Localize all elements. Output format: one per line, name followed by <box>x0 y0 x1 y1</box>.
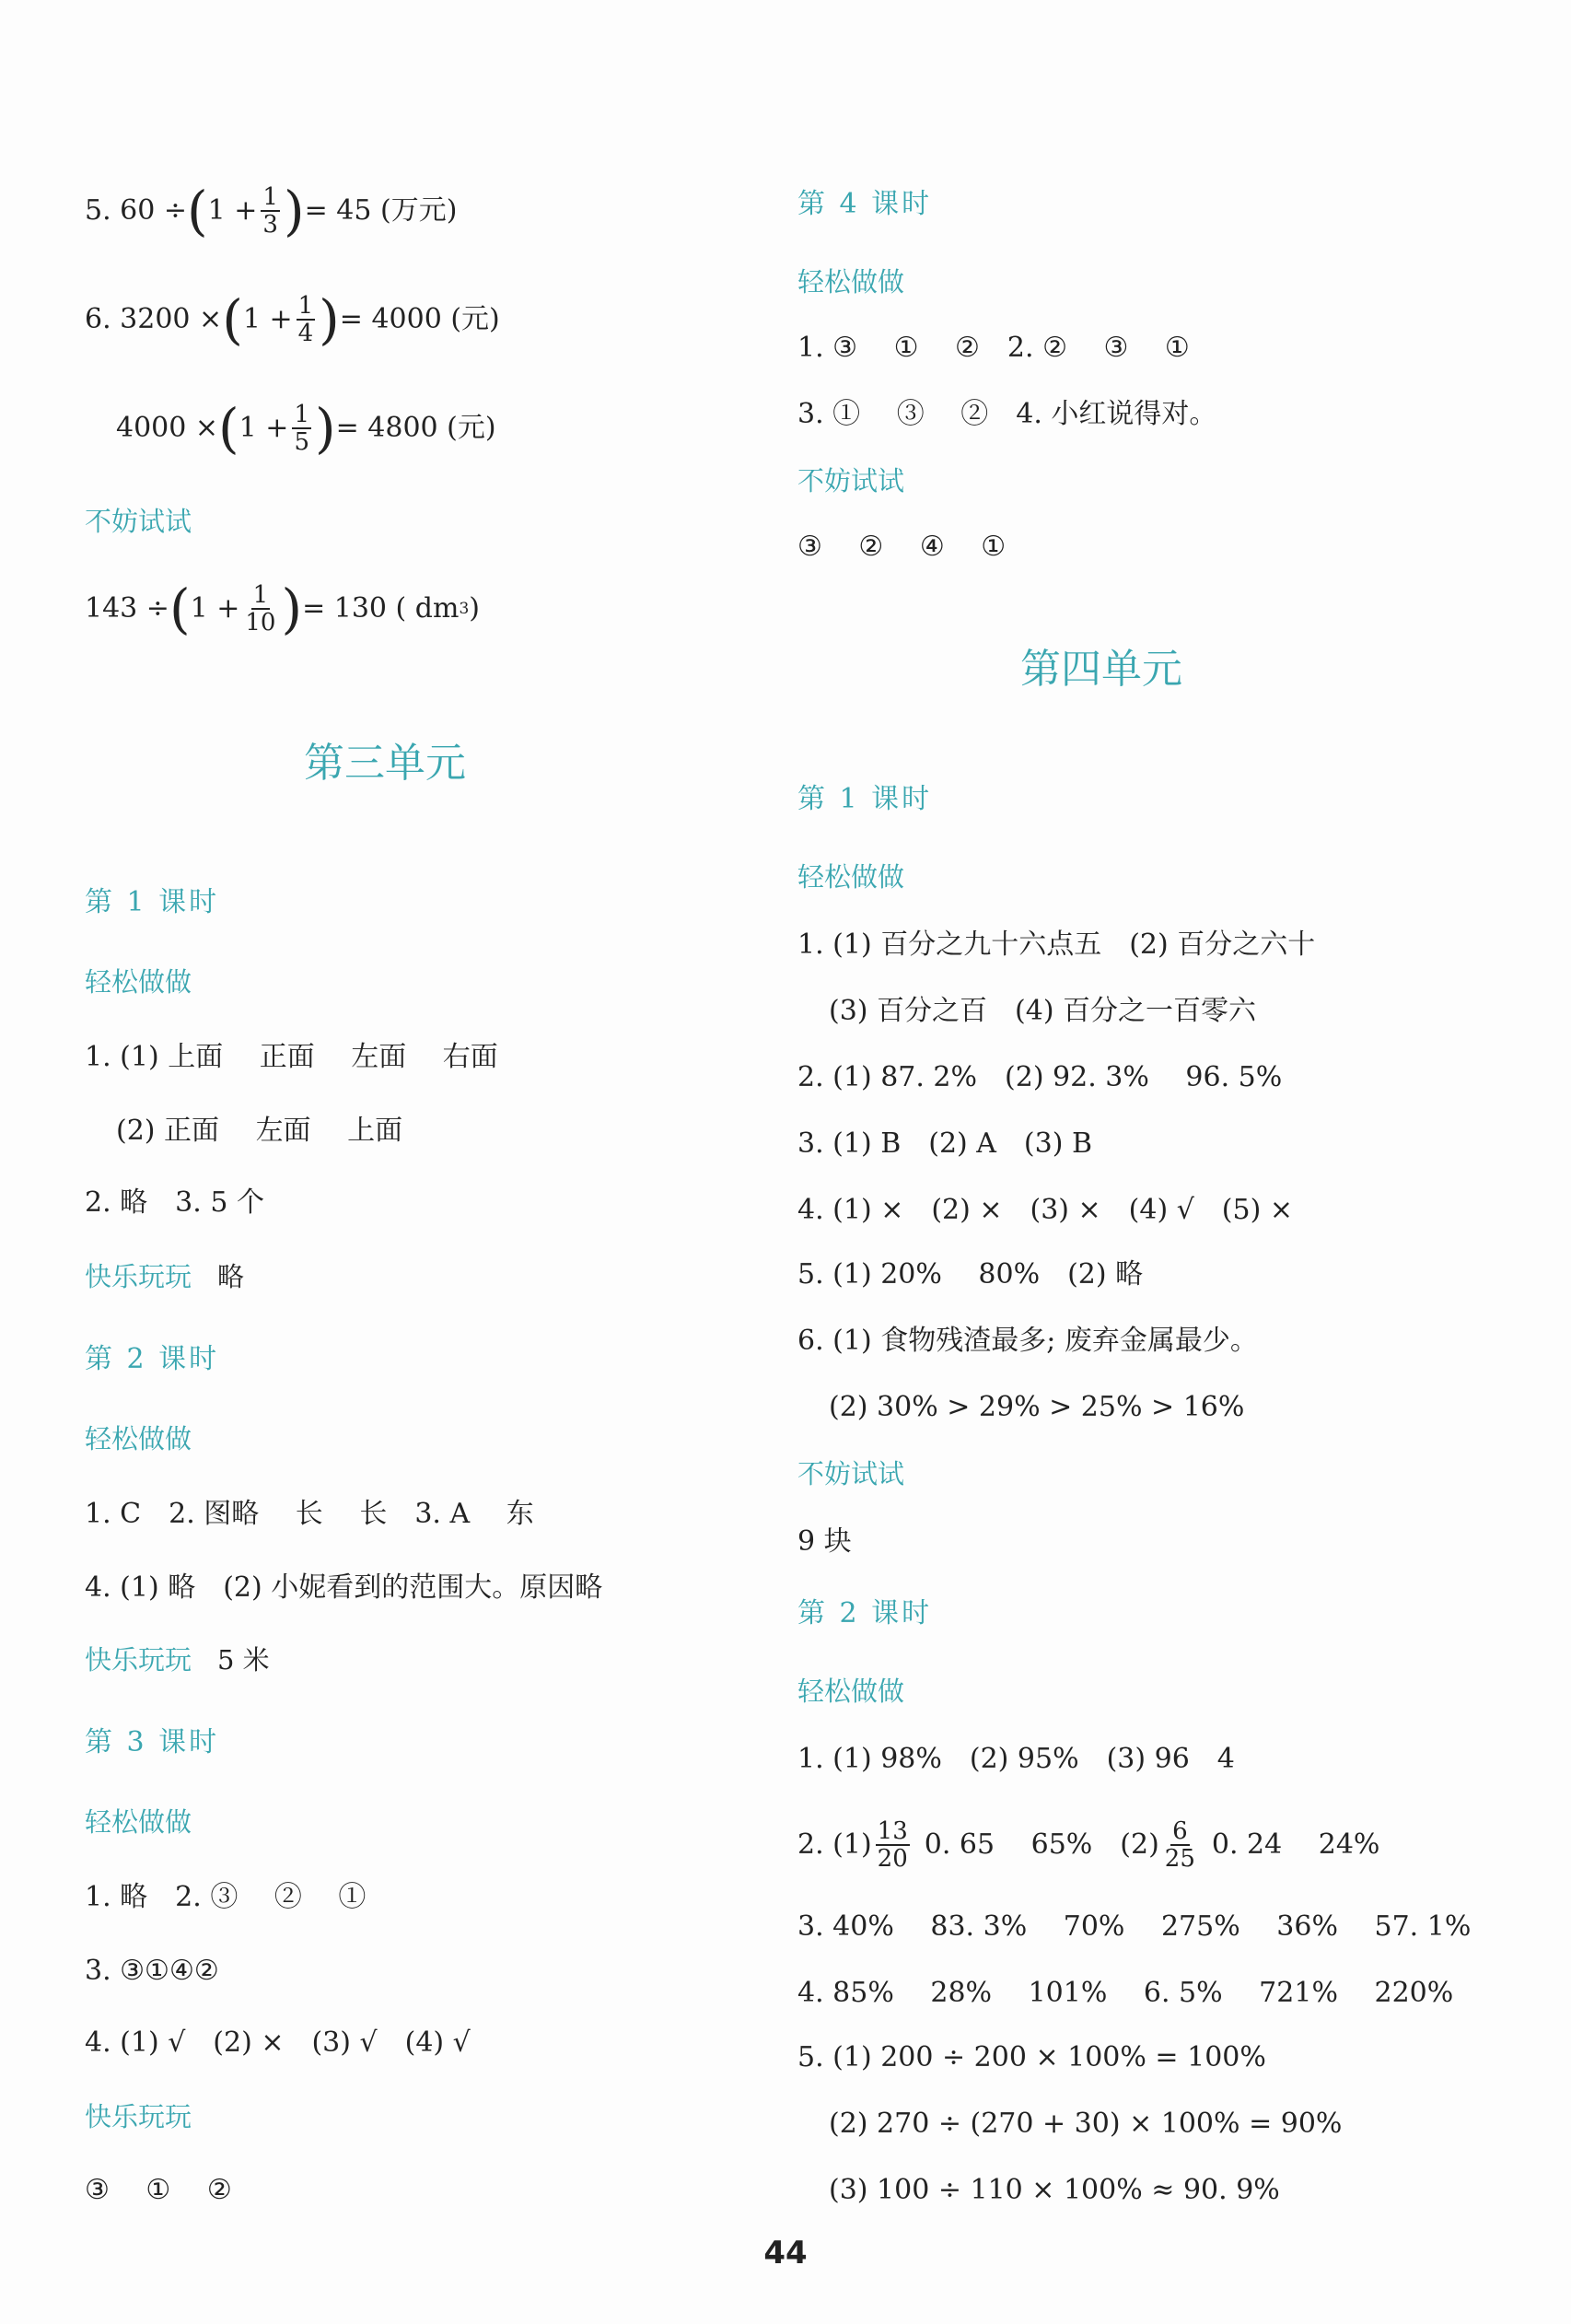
fraction: $\frac{1}{3}$ <box>262 183 278 239</box>
answer-line: 1. (1) 98% (2) 95% (3) 96 4 <box>797 1743 1235 1775</box>
answer-line: 6. (1) 食物残渣最多; 废弃金属最少。 <box>797 1325 1258 1357</box>
fraction: 13 20 <box>877 1817 908 1873</box>
answer-line: (2) 270 ÷ (270 + 30) × 100% = 90% <box>829 2108 1343 2140</box>
section-try-it: 不妨试试 <box>797 465 905 496</box>
answer-line: (2) 30% > 29% > 25% > 16% <box>829 1391 1245 1423</box>
try-equation: 143 ÷ ( 1 + $\frac{1}{10}$ ) = 130 ( dm 3 ) <box>85 578 480 640</box>
answer-line: 4. (1) 略 (2) 小妮看到的范围大。原因略 <box>85 1571 603 1604</box>
answer-line: 3. ③①④② <box>85 1955 219 1987</box>
lesson-title: 第 4 课时 <box>797 188 933 220</box>
fraction: $\frac{1}{4}$ <box>297 292 314 347</box>
answer-line: ③ ② ④ ① <box>797 531 1007 563</box>
answer-line: (2) 正面 左面 上面 <box>116 1115 403 1147</box>
answer-line: (3) 百分之百 (4) 百分之一百零六 <box>829 995 1257 1027</box>
answer-line: 3. (1) B (2) A (3) B <box>797 1127 1093 1160</box>
section-fun: 快乐玩玩 5 米 <box>85 1644 270 1676</box>
answer-line: 5. (1) 20% 80% (2) 略 <box>797 1258 1144 1290</box>
fraction: $\frac{1}{5}$ <box>294 401 309 456</box>
equation-6a: 6. 3200 × ( 1 + $\frac{1}{4}$ ) = 4000 (元) <box>85 288 500 351</box>
answer-line: 1. ③ ① ② 2. ② ③ ① <box>797 332 1190 364</box>
answer-line: 4. (1) √ (2) × (3) √ (4) √ <box>85 2026 471 2059</box>
fraction: 6 25 <box>1164 1817 1195 1873</box>
section-try-it: 不妨试试 <box>797 1458 905 1489</box>
answer-line: 3. ① ③ ② 4. 小红说得对。 <box>797 398 1217 430</box>
answer-line: 4. 85% 28% 101% 6. 5% 721% 220% <box>797 1977 1454 2009</box>
page-number: 44 <box>763 2235 808 2271</box>
answer-line: 1. C 2. 图略 长 长 3. A 东 <box>85 1498 534 1530</box>
lesson-title: 第 1 课时 <box>797 783 933 815</box>
section-try-it: 不妨试试 <box>85 506 192 537</box>
section-easy: 轻松做做 <box>85 1806 192 1838</box>
answer-line: 5. (1) 200 ÷ 200 × 100% = 100% <box>797 2041 1266 2073</box>
answer-line: 1. 略 2. ③ ② ① <box>85 1881 367 1913</box>
answer-line: 1. (1) 百分之九十六点五 (2) 百分之六十 <box>797 928 1316 961</box>
unit-title-3: 第三单元 <box>304 740 466 787</box>
section-easy: 轻松做做 <box>797 266 905 298</box>
section-easy: 轻松做做 <box>85 1423 192 1454</box>
answer-line: 9 块 <box>797 1525 852 1558</box>
equation-5: 5. 60 ÷ ( 1 + $\frac{1}{3}$ ) = 45 (万元) <box>85 180 458 242</box>
lesson-title: 第 1 课时 <box>85 886 220 918</box>
section-fun: 快乐玩玩 略 <box>85 1261 245 1292</box>
answer-line: 1. (1) 上面 正面 左面 右面 <box>85 1041 498 1073</box>
answer-line: 4. (1) × (2) × (3) × (4) √ (5) × <box>797 1194 1293 1226</box>
answer-line: 2. 略 3. 5 个 <box>85 1186 264 1219</box>
section-easy: 轻松做做 <box>797 861 905 893</box>
unit-title-4: 第四单元 <box>1020 646 1182 693</box>
answer-line: 3. 40% 83. 3% 70% 275% 36% 57. 1% <box>797 1910 1472 1943</box>
section-fun: 快乐玩玩 <box>85 2101 192 2132</box>
answer-line-fractions: 2. (1) 13 20 0. 65 65% (2) 6 25 0. 24 24% <box>797 1817 1380 1873</box>
equation-6b: 4000 × ( 1 + $\frac{1}{5}$ ) = 4800 (元) <box>116 397 496 460</box>
section-easy: 轻松做做 <box>797 1676 905 1707</box>
answer-line: 2. (1) 87. 2% (2) 92. 3% 96. 5% <box>797 1061 1283 1093</box>
answer-line: (3) 100 ÷ 110 × 100% ≈ 90. 9% <box>829 2174 1280 2206</box>
fraction: $\frac{1}{10}$ <box>245 581 276 636</box>
lesson-title: 第 2 课时 <box>797 1597 933 1629</box>
section-easy: 轻松做做 <box>85 966 192 998</box>
lesson-title: 第 3 课时 <box>85 1726 220 1758</box>
answer-line: ③ ① ② <box>85 2174 232 2206</box>
lesson-title: 第 2 课时 <box>85 1343 220 1375</box>
